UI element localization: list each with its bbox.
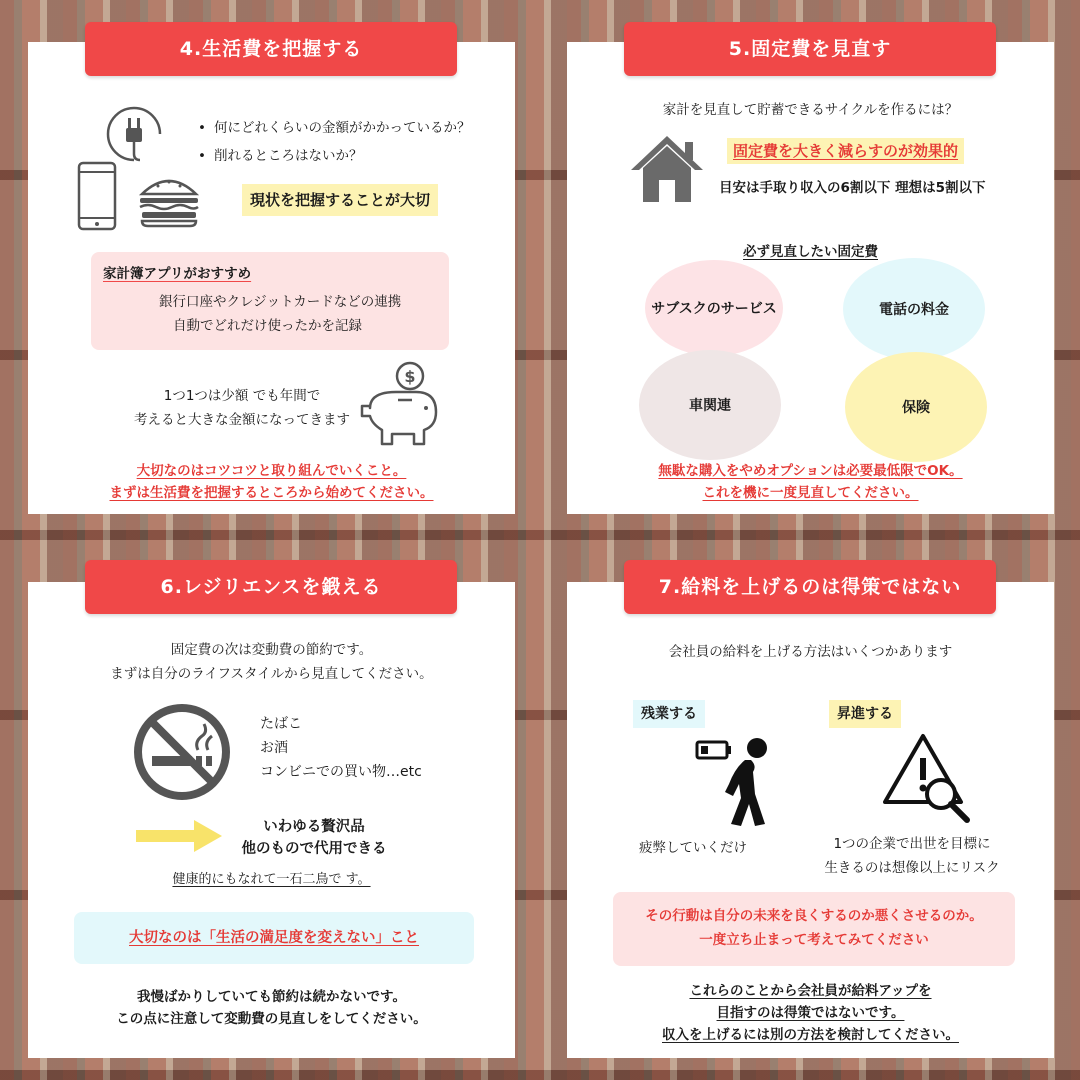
- effect-text: 固定費を大きく減らすのが効果的: [727, 138, 964, 164]
- panel-title: 7.給料を上げるのは得策ではない: [624, 560, 996, 614]
- conclusion-line: 無駄な購入をやめオプションは必要最低限でOK。: [658, 463, 963, 479]
- panel-fixed-costs: [567, 38, 1054, 514]
- key-point-text: 大切なのは「生活の満足度を変えない」こと: [129, 930, 419, 946]
- closing-line: 我慢ばかりしていても節約は続かないです。: [137, 989, 406, 1005]
- warning-line: その行動は自分の未来を良くするのか悪くさせるのか。: [645, 908, 983, 924]
- closing-line: これらのことから会社員が給料アップを: [689, 983, 932, 999]
- panel-title: 4.生活費を把握する: [85, 22, 457, 76]
- list-item: コンビニでの買い物…etc: [260, 764, 422, 780]
- panel-living-expenses: [28, 38, 515, 514]
- health-text: 健康的にもなれて一石二鳥で す。: [172, 872, 371, 887]
- guideline-text: 目安は手取り収入の6割以下 理想は5割以下: [719, 180, 986, 196]
- promotion-caption: 1つの企業で出世を目標に: [833, 836, 991, 852]
- bullet-item: • 何にどれくらいの金額がかかっているか？: [198, 116, 470, 140]
- app-line: 自動でどれだけ使ったかを記録: [173, 318, 362, 334]
- coin-symbol: $: [404, 367, 416, 386]
- warning-line: 一度立ち止まって考えてみてください: [699, 932, 929, 948]
- closing-line: この点に注意して変動費の見直しをしてください。: [116, 1011, 427, 1027]
- conclusion-line: これを機に一度見直してください。: [702, 485, 919, 501]
- promotion-caption: 生きるのは想像以上にリスク: [824, 860, 1000, 876]
- app-heading: 家計簿アプリがおすすめ: [103, 266, 252, 282]
- plug-icon: [104, 104, 164, 164]
- burger-icon: [136, 172, 202, 228]
- no-smoking-icon: [132, 702, 232, 802]
- fixed-cost-car: 車関連: [639, 350, 781, 460]
- warning-search-icon: [883, 732, 973, 824]
- intro-text: 会社員の給料を上げる方法はいくつかあります: [668, 644, 953, 660]
- option-label-overtime: 残業する: [633, 700, 705, 728]
- closing-line: 目指すのは得策ではないです。: [716, 1005, 905, 1021]
- conclusion-line: まずは生活費を把握するところから始めてください。: [109, 485, 434, 501]
- arrow-right-icon: [136, 818, 222, 854]
- panel-title: 5.固定費を見直す: [624, 22, 996, 76]
- fixed-cost-phone: 電話の料金: [843, 258, 985, 360]
- house-icon: [629, 134, 705, 204]
- small-amount-line: 考えると大きな金額になってきます: [134, 412, 350, 428]
- bullet-item: • 削れるところはないか？: [198, 144, 470, 168]
- question-text: 家計を見直して貯蓄できるサイクルを作るには？: [662, 102, 959, 118]
- app-recommendation-box: [91, 252, 449, 350]
- conclusion-line: 大切なのはコツコツと取り組んでいくこと。: [136, 463, 407, 479]
- key-point-box: [74, 912, 474, 964]
- panel-salary: [567, 576, 1054, 1058]
- smartphone-icon: [76, 160, 118, 232]
- closing-line: 収入を上げるには別の方法を検討してください。: [662, 1027, 959, 1043]
- list-item: お酒: [260, 740, 288, 756]
- section-title: 必ず見直したい固定費: [743, 244, 878, 260]
- intro-line: 固定費の次は変動費の節約です。: [170, 642, 373, 658]
- piggy-bank-icon: [356, 360, 446, 450]
- option-label-promotion: 昇進する: [829, 700, 901, 728]
- fixed-cost-subscription: サブスクのサービス: [645, 260, 783, 356]
- list-item: たばこ: [260, 716, 302, 732]
- panel-resilience: [28, 576, 515, 1058]
- luxury-line: 他のもので代用できる: [241, 841, 387, 857]
- panel-title: 6.レジリエンスを鍛える: [85, 560, 457, 614]
- small-amount-line: 1つ1つは少額 でも年間で: [163, 388, 321, 404]
- warning-box: [613, 892, 1015, 966]
- intro-line: まずは自分のライフスタイルから見直してください。: [110, 666, 433, 682]
- app-line: 銀行口座やクレジットカードなどの連携: [159, 294, 402, 310]
- overtime-caption: 疲弊していくだけ: [639, 840, 747, 856]
- tired-person-icon: [695, 732, 779, 828]
- highlight-text: 現状を把握することが大切: [242, 184, 438, 216]
- fixed-cost-insurance: 保険: [845, 352, 987, 462]
- luxury-line: いわゆる贅沢品: [263, 819, 365, 835]
